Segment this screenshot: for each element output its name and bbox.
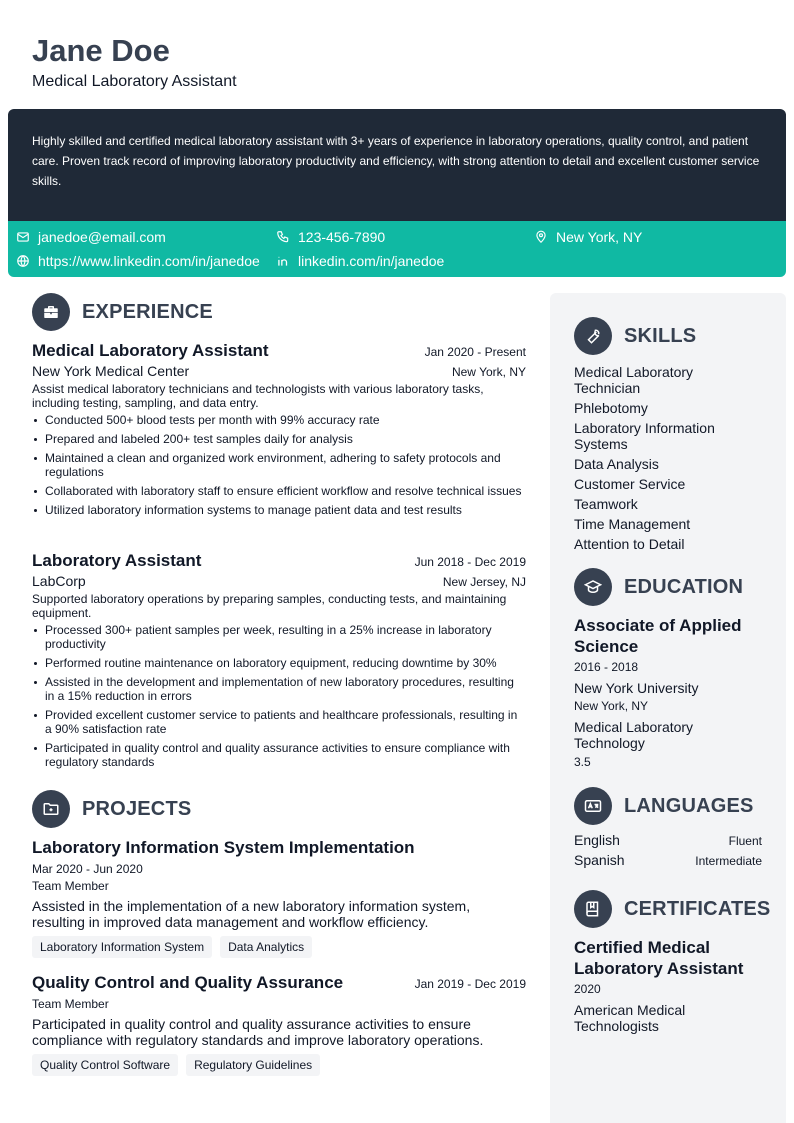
job-bullet: Provided excellent customer service to patients and healthcare professionals, resulting in a 90% satisfaction rate: [32, 708, 526, 736]
certificates-heading: [574, 890, 770, 928]
languages-list: [574, 832, 762, 872]
skill-item: Medical Laboratory Technician: [574, 364, 694, 396]
project-date: Jan 2019 - Dec 2019: [414, 977, 526, 991]
job-bullet: Conducted 500+ blood tests per month with 99% accuracy rate: [32, 413, 526, 427]
skill-item: Time Management: [574, 516, 691, 532]
job-date: Jun 2018 - Dec 2019: [414, 555, 526, 569]
project-title: Laboratory Information System Implementation: [32, 838, 415, 857]
language-level: Intermediate: [695, 854, 762, 868]
job-location: New Jersey, NJ: [442, 575, 526, 589]
skill-item: Phlebotomy: [574, 400, 648, 416]
location-text: New York, NY: [556, 229, 643, 245]
language-row: [574, 832, 762, 852]
phone-text: 123-456-7890: [298, 229, 386, 245]
skill-item: Customer Service: [574, 476, 686, 492]
certificates-title: CERTIFICATES: [624, 897, 771, 920]
mail-icon: [16, 230, 30, 244]
project-tag: Laboratory Information System: [32, 936, 212, 958]
job-description: Assist medical laboratory technicians and technologists with various laboratory tasks, including testing, sampling, and data entry.: [32, 382, 484, 410]
language-name: English: [574, 832, 620, 848]
projects-title: PROJECTS: [82, 797, 192, 820]
education-school: New York University: [574, 680, 699, 696]
skills-heading: [574, 317, 696, 355]
email-text: janedoe@email.com: [38, 229, 166, 245]
wrench-icon: [574, 317, 612, 355]
skill-item: Teamwork: [574, 496, 638, 512]
project-description: Assisted in the implementation of a new laboratory information system, resulting in improved data management and workflow efficiency.: [32, 898, 471, 930]
job-bullet: Processed 300+ patient samples per week, resulting in a 25% increase in laboratory productivity: [32, 623, 526, 651]
contact-phone[interactable]: [276, 227, 385, 247]
summary-panel: [8, 109, 786, 221]
language-name: Spanish: [574, 852, 625, 868]
certificate-name: Certified Medical Laboratory Assistant: [574, 938, 744, 978]
education-title: EDUCATION: [624, 575, 744, 598]
skill-item: Laboratory Information Systems: [574, 420, 715, 452]
resume-header: [32, 32, 237, 91]
languages-heading: [574, 787, 754, 825]
job-title: Medical Laboratory Assistant: [32, 341, 269, 360]
language-row: [574, 852, 762, 872]
linkedin-text: linkedin.com/in/janedoe: [298, 253, 445, 269]
project-tag: Data Analytics: [220, 936, 312, 958]
skill-item: Attention to Detail: [574, 536, 685, 552]
experience-title: EXPERIENCE: [82, 300, 213, 323]
language-level: Fluent: [728, 834, 762, 848]
project-description: Participated in quality control and quality assurance activities to ensure compliance with regulatory standards and improve laboratory operations.: [32, 1016, 484, 1048]
skills-title: SKILLS: [624, 324, 697, 347]
project-date: Mar 2020 - Jun 2020: [32, 862, 143, 876]
project-role: Team Member: [32, 997, 109, 1011]
project-entry: [32, 838, 526, 958]
job-company: New York Medical Center: [32, 363, 190, 379]
job-bullet: Utilized laboratory information systems to manage patient data and test results: [32, 503, 526, 517]
project-title: Quality Control and Quality Assurance: [32, 973, 344, 992]
linkedin-icon: [276, 254, 290, 268]
website-text: https://www.linkedin.com/in/janedoe: [38, 253, 260, 269]
globe-icon: [16, 254, 30, 268]
translate-icon: [574, 787, 612, 825]
certificate-year: 2020: [574, 982, 601, 996]
job-bullet: Prepared and labeled 200+ test samples daily for analysis: [32, 432, 526, 446]
graduation-cap-icon: [574, 568, 612, 606]
contact-linkedin[interactable]: [276, 251, 444, 271]
summary-text: Highly skilled and certified medical laboratory assistant with 3+ years of experience in laboratory operations, quality control, and patient care. Proven track record of improving laboratory productivity and efficiency, with strong attention to detail and excellent customer service skills.: [32, 134, 760, 188]
location-pin-icon: [534, 230, 548, 244]
contact-website[interactable]: [16, 251, 260, 271]
certificate-issuer: American Medical Technologists: [574, 1002, 686, 1034]
job-entry: [32, 551, 526, 774]
contact-email[interactable]: [16, 227, 166, 247]
education-degree: Associate of Applied Science: [574, 616, 742, 656]
education-gpa: 3.5: [574, 755, 591, 769]
candidate-role: Medical Laboratory Assistant: [32, 73, 237, 90]
job-description: Supported laboratory operations by preparing samples, conducting tests, and maintaining equipment.: [32, 592, 507, 620]
phone-icon: [276, 230, 290, 244]
book-icon: [574, 890, 612, 928]
job-date: Jan 2020 - Present: [424, 345, 526, 359]
candidate-name: Jane Doe: [32, 33, 170, 68]
project-tags: [32, 936, 526, 958]
education-block: [574, 615, 762, 771]
job-title: Laboratory Assistant: [32, 551, 202, 570]
education-years: 2016 - 2018: [574, 660, 639, 674]
job-location: New York, NY: [451, 365, 526, 379]
education-location: New York, NY: [574, 699, 649, 713]
project-tag: Regulatory Guidelines: [186, 1054, 320, 1076]
education-heading: [574, 568, 743, 606]
job-entry: [32, 341, 526, 522]
project-tag: Quality Control Software: [32, 1054, 178, 1076]
certificate-block: [574, 937, 762, 1034]
job-bullet: Participated in quality control and quality assurance activities to ensure compliance with regulatory standards: [32, 741, 526, 769]
job-bullet: Maintained a clean and organized work environment, adhering to safety protocols and regulations: [32, 451, 526, 479]
job-bullet: Performed routine maintenance on laboratory equipment, reducing downtime by 30%: [32, 656, 526, 670]
project-role: Team Member: [32, 879, 109, 893]
skill-item: Data Analysis: [574, 456, 659, 472]
projects-heading: [32, 790, 191, 828]
languages-title: LANGUAGES: [624, 794, 754, 817]
contact-bar: [8, 221, 786, 277]
job-company: LabCorp: [32, 573, 86, 589]
job-bullet: Collaborated with laboratory staff to ensure efficient workflow and resolve technical issues: [32, 484, 526, 498]
folder-icon: [32, 790, 70, 828]
job-bullets: [32, 413, 526, 517]
experience-heading: [32, 293, 213, 331]
job-bullets: [32, 623, 526, 769]
project-tags: [32, 1054, 526, 1076]
education-field: Medical Laboratory Technology: [574, 719, 694, 751]
contact-location: [534, 227, 642, 247]
skills-list: [574, 364, 762, 556]
briefcase-icon: [32, 293, 70, 331]
job-bullet: Assisted in the development and implementation of new laboratory procedures, resulting in a 15% reduction in errors: [32, 675, 526, 703]
project-entry: [32, 973, 526, 1076]
